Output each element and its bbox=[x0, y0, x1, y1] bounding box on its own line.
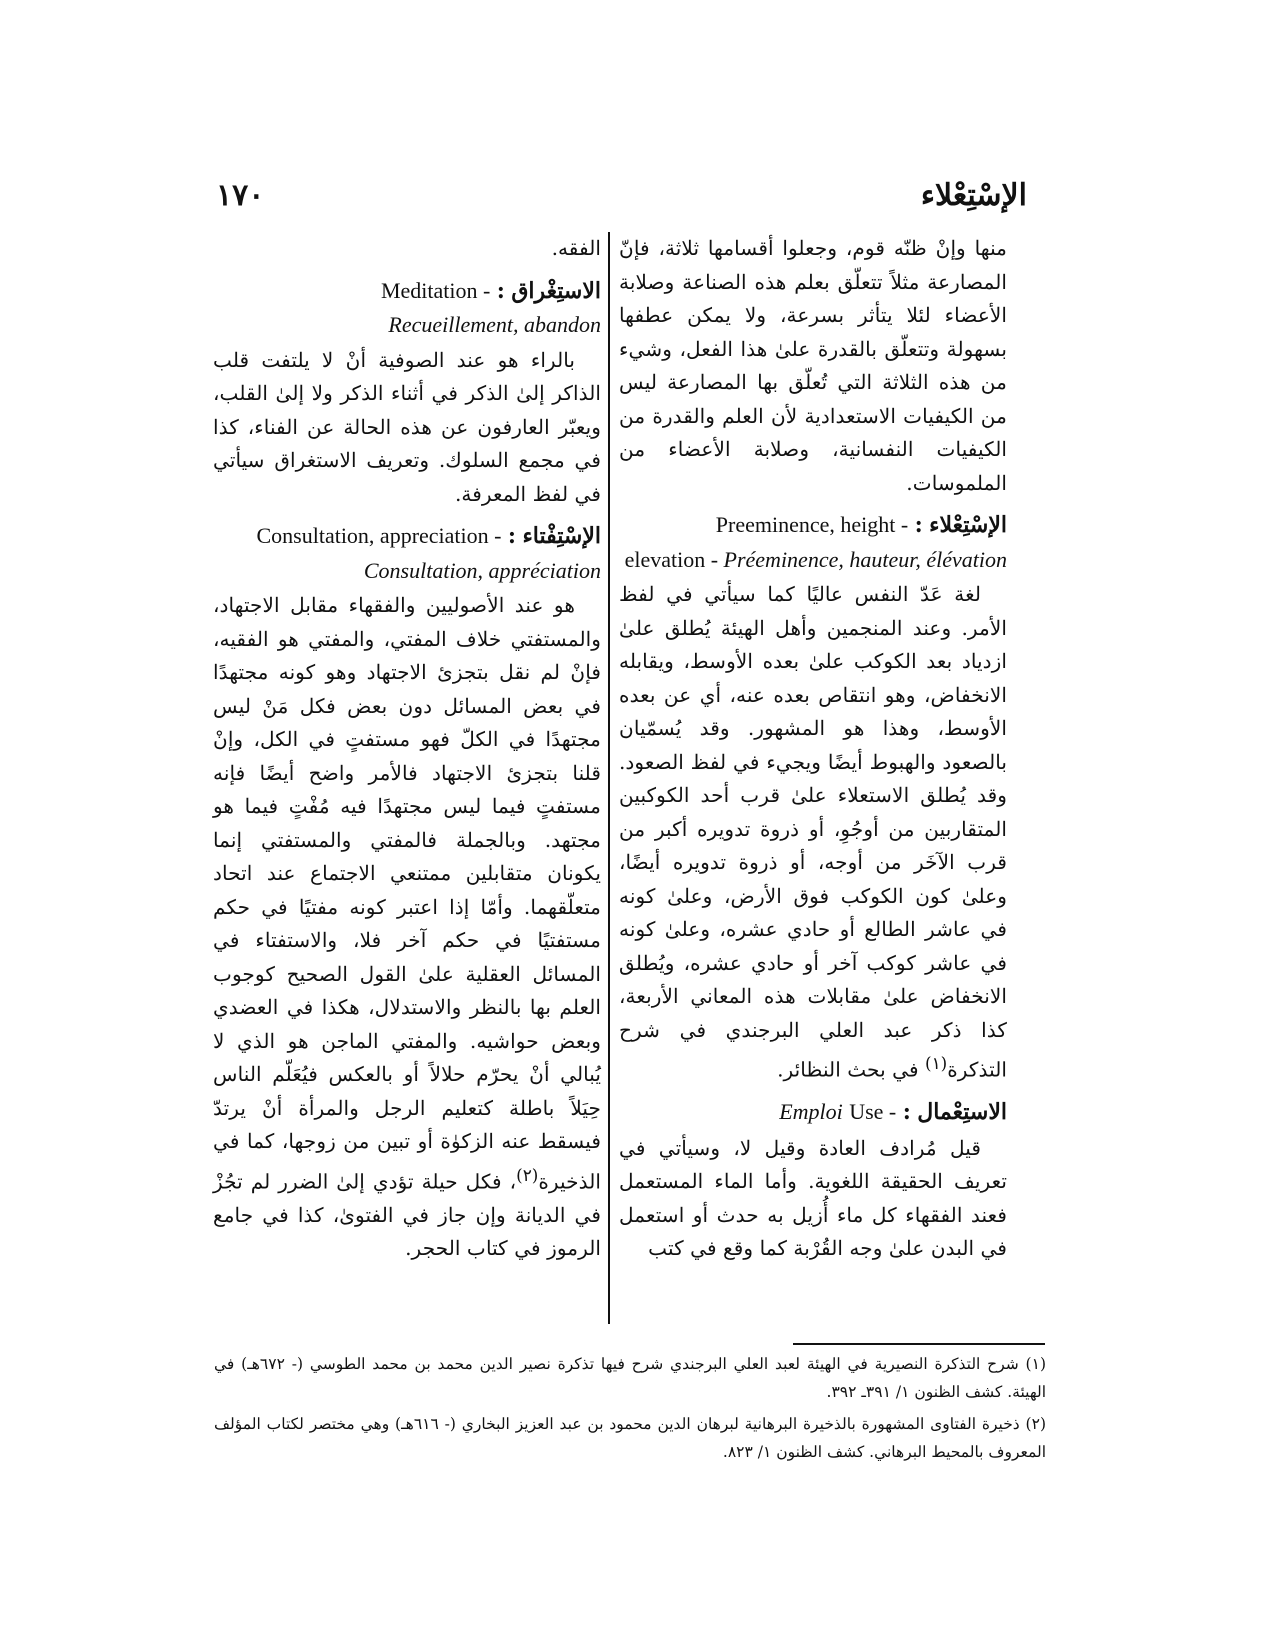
entry-istighraq bbox=[213, 274, 601, 342]
footnotes bbox=[214, 1350, 1046, 1470]
entry-colon: : bbox=[914, 512, 923, 538]
entry-french: Préeminence, hauteur, élévation bbox=[723, 546, 1007, 572]
page-number: ١٧٠ bbox=[216, 178, 265, 213]
footnote-ref[interactable]: (٢) bbox=[516, 1164, 539, 1185]
entry-body: قيل مُرادف العادة وقيل لا، وسيأتي في تعريف الحقيقة اللغوية. وأما الماء المستعمل فعند الفقهاء كل ماء أُزيل به حدث أو استعمل في البدن علىٰ وجه القُرْبة كما وقع في كتب bbox=[619, 1135, 1007, 1261]
footnote-rule bbox=[793, 1343, 1045, 1345]
entry-body: بالراء هو عند الصوفية أنْ لا يلتفت قلب الذاكر إلىٰ الذكر في أثناء الذكر ولا إلىٰ القلب، ويعبّر العارفون عن هذه الحالة عن الفناء، كذا في مجمع السلوك. وتعريف الاستغراق سيأتي في لفظ المعرفة. bbox=[213, 347, 601, 506]
entry-english: Consultation, appreciation - bbox=[256, 523, 502, 548]
entry-term: الإسْتِفْتاء bbox=[522, 523, 601, 549]
entry-isti-mal bbox=[619, 1095, 1007, 1130]
entry-body bbox=[619, 578, 1007, 1087]
entry-colon: : bbox=[496, 277, 505, 304]
entry-french: Emploi bbox=[779, 1099, 843, 1125]
column-divider bbox=[608, 232, 610, 1324]
entry-english-cont: elevation - bbox=[624, 546, 719, 572]
left-continuation-text: الفقه. bbox=[551, 236, 601, 260]
entry-french: Consultation, appréciation bbox=[363, 557, 601, 583]
entry-french: Recueillement, abandon bbox=[388, 312, 601, 337]
entry-english: Preeminence, height - bbox=[715, 512, 909, 537]
entry-body-text: لغة عَدّ النفس عاليًا كما سيأتي في لفظ الأمر. وعند المنجمين وأهل الهيئة يُطلق علىٰ ازدياد بعد الكوكب علىٰ بعده الأوسط، ويقابله الانخفاض، وهو انتقاص بعده عنه، أي عن بعده الأوسط، وهذا هو المشهور. وقد يُسمّيان بالصعود والهبوط أيضًا ويجيء في لفظ الصعود. وقد يُطلق الاستعلاء علىٰ قرب أحد الكوكبين المتقاربين من أوجُوِ، أو ذروة تدويره أكبر من قرب الآخَر من أوجه، أو ذروة تدويره أيضًا، وعلىٰ كون الكوكب فوق الأرض، وعلىٰ كونه في عاشر الطالع أو حادي عشره، وعلىٰ كونه في عاشر كوكب آخر أو حادي عشره، ويُطلق الانخفاض علىٰ مقابلات هذه المعاني الأربعة، كذا ذكر عبد العلي البرجندي في شرح التذكرة bbox=[619, 582, 1007, 1082]
running-head-word: الإسْتِعْلاء bbox=[920, 178, 1027, 213]
footnote-ref[interactable]: (١) bbox=[925, 1053, 948, 1073]
right-continuation-text: منها وإنْ ظنّه قوم، وجعلوا أقسامها ثلاثة، فإنّ المصارعة مثلاً تتعلّق بعلم هذه الصناعة وصلابة الأعضاء لئلا يتأثر بسرعة، ولا يمكن عطفها بسهولة وتتعلّق بالقدرة علىٰ هذا الفعل، وشيء من هذه الثلاثة التي تُعلّق بها المصارعة ليس من الكيفيات الاستعدادية لأن العلم والقدرة من الكيفيات النفسانية، وصلابة الأعضاء من الملموسات. bbox=[619, 236, 1007, 495]
entry-body-text: هو عند الأصوليين والفقهاء مقابل الاجتهاد، والمستفتي خلاف المفتي، والمفتي هو الفقيه، فإنْ لم نقل بتجزئ الاجتهاد وهو كونه مجتهدًا في بعض المسائل دون بعض فكل مَنْ ليس مجتهدًا في الكلّ فهو مستفتٍ في الكل، وإنْ قلنا بتجزئ الاجتهاد فالأمر واضح أيضًا فإنه مستفتٍ فيما ليس مجتهدًا فيه مُفْتٍ فيما هو مجتهد. وبالجملة فالمفتي والمستفتي إنما يكونان متقابلين ممتنعي الاجتماع عند اتحاد متعلّقهما. وأمّا إذا اعتبر كونه مفتيًا في حكم مستفتيًا في حكم آخر فلا، والاستفتاء في المسائل العقلية علىٰ القول الصحيح كوجوب العلم بها بالنظر والاستدلال، هكذا في العضدي وبعض حواشيه. والمفتي الماجن هو الذي لا يُبالي أنْ يحرّم حلالاً أو بالعكس فيُعَلّم الناس حِيَلاً باطلة كتعليم الرجل والمرأة أنْ يرتدّ فيسقط عنه الزكوٰة أو تبين من زوجها، كما في الذخيرة bbox=[213, 593, 601, 1194]
entry-english: Use - bbox=[849, 1099, 897, 1125]
entry-istifta bbox=[213, 519, 601, 587]
entry-term: الإسْتِعْلاء bbox=[929, 512, 1007, 538]
footnote-1: (١) شرح التذكرة النصيرية في الهيئة لعبد العلي البرجندي شرح فيها تذكرة نصير الدين محمد بن محمد الطوسي (- ٦٧٢هـ) في الهيئة. كشف الظنون ١/ ٣٩١ـ ٣٩٢. bbox=[214, 1355, 1046, 1401]
entry-body-end: في بحث النظائر. bbox=[777, 1057, 926, 1082]
entry-body bbox=[213, 589, 601, 1266]
left-column bbox=[213, 232, 601, 1266]
entry-body-end: ، فكل حيلة تؤدي إلىٰ الضرر لم تجُزْ في الديانة وإن جاز في الفتوىٰ، كذا في جامع الرموز في كتاب الحجر. bbox=[213, 1169, 601, 1261]
entry-colon: : bbox=[902, 1099, 911, 1126]
entry-term: الاستِغْراق bbox=[511, 277, 601, 304]
entry-colon: : bbox=[507, 523, 517, 549]
entry-term: الاستِعْمال bbox=[917, 1099, 1007, 1126]
right-column bbox=[619, 232, 1007, 1266]
footnote-2: (٢) ذخيرة الفتاوى المشهورة بالذخيرة البرهانية لبرهان الدين محمود بن عبد العزيز البخاري (- ٦١٦هـ) وهي مختصر لكتاب المؤلف المعروف بالمحيط البرهاني. كشف الظنون ١/ ٨٢٣. bbox=[214, 1415, 1046, 1461]
entry-isti-la bbox=[619, 508, 1007, 576]
entry-english: Meditation - bbox=[380, 277, 491, 303]
